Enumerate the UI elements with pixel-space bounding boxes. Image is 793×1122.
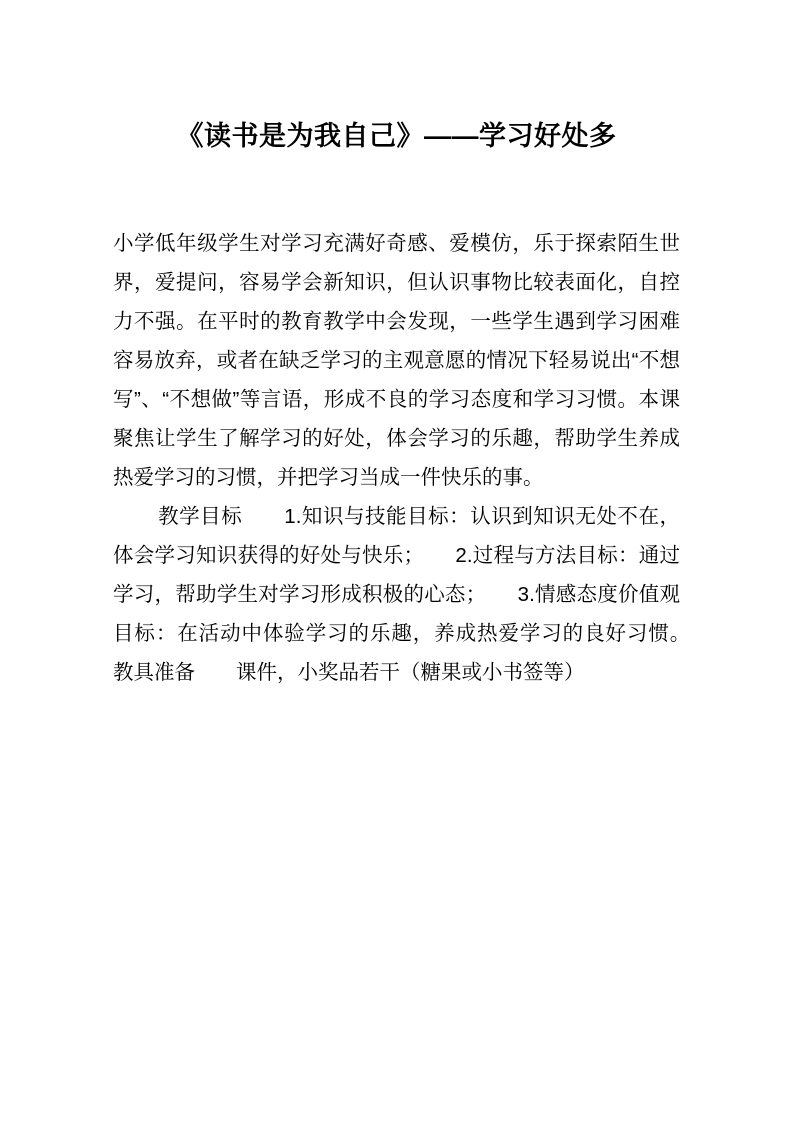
page-title: 《读书是为我自己》——学习好处多 [176, 121, 617, 151]
paragraph-overview: 小学低年级学生对学习充满好奇感、爱模仿，乐于探索陌生世界，爱提问，容易学会新知识，但认识事物比较表面化，自控力不强。在平时的教育教学中会发现，一些学生遇到学习困难容易放弃，或者在缺乏学习的主观意愿的情况下轻易说出“不想写”、“不想做”等言语，形成不良的学习态度和学习习惯。本课聚焦让学生了解学习的好处，体会学习的乐趣，帮助学生养成热爱学习的习惯，并把学习当成一件快乐的事。 [113, 231, 680, 489]
paragraph-objectives: 教学目标 1.知识与技能目标：认识到知识无处不在，体会学习知识获得的好处与快乐； 2.过程与方法目标：通过学习，帮助学生对学习形成积极的心态； 3.情感态度价值观目标：在活动中体验学习的乐趣，养成热爱学习的良好习惯。 教具准备 课件，小奖品若干（糖果或小书签等） [113, 504, 762, 684]
document-body [113, 224, 762, 692]
